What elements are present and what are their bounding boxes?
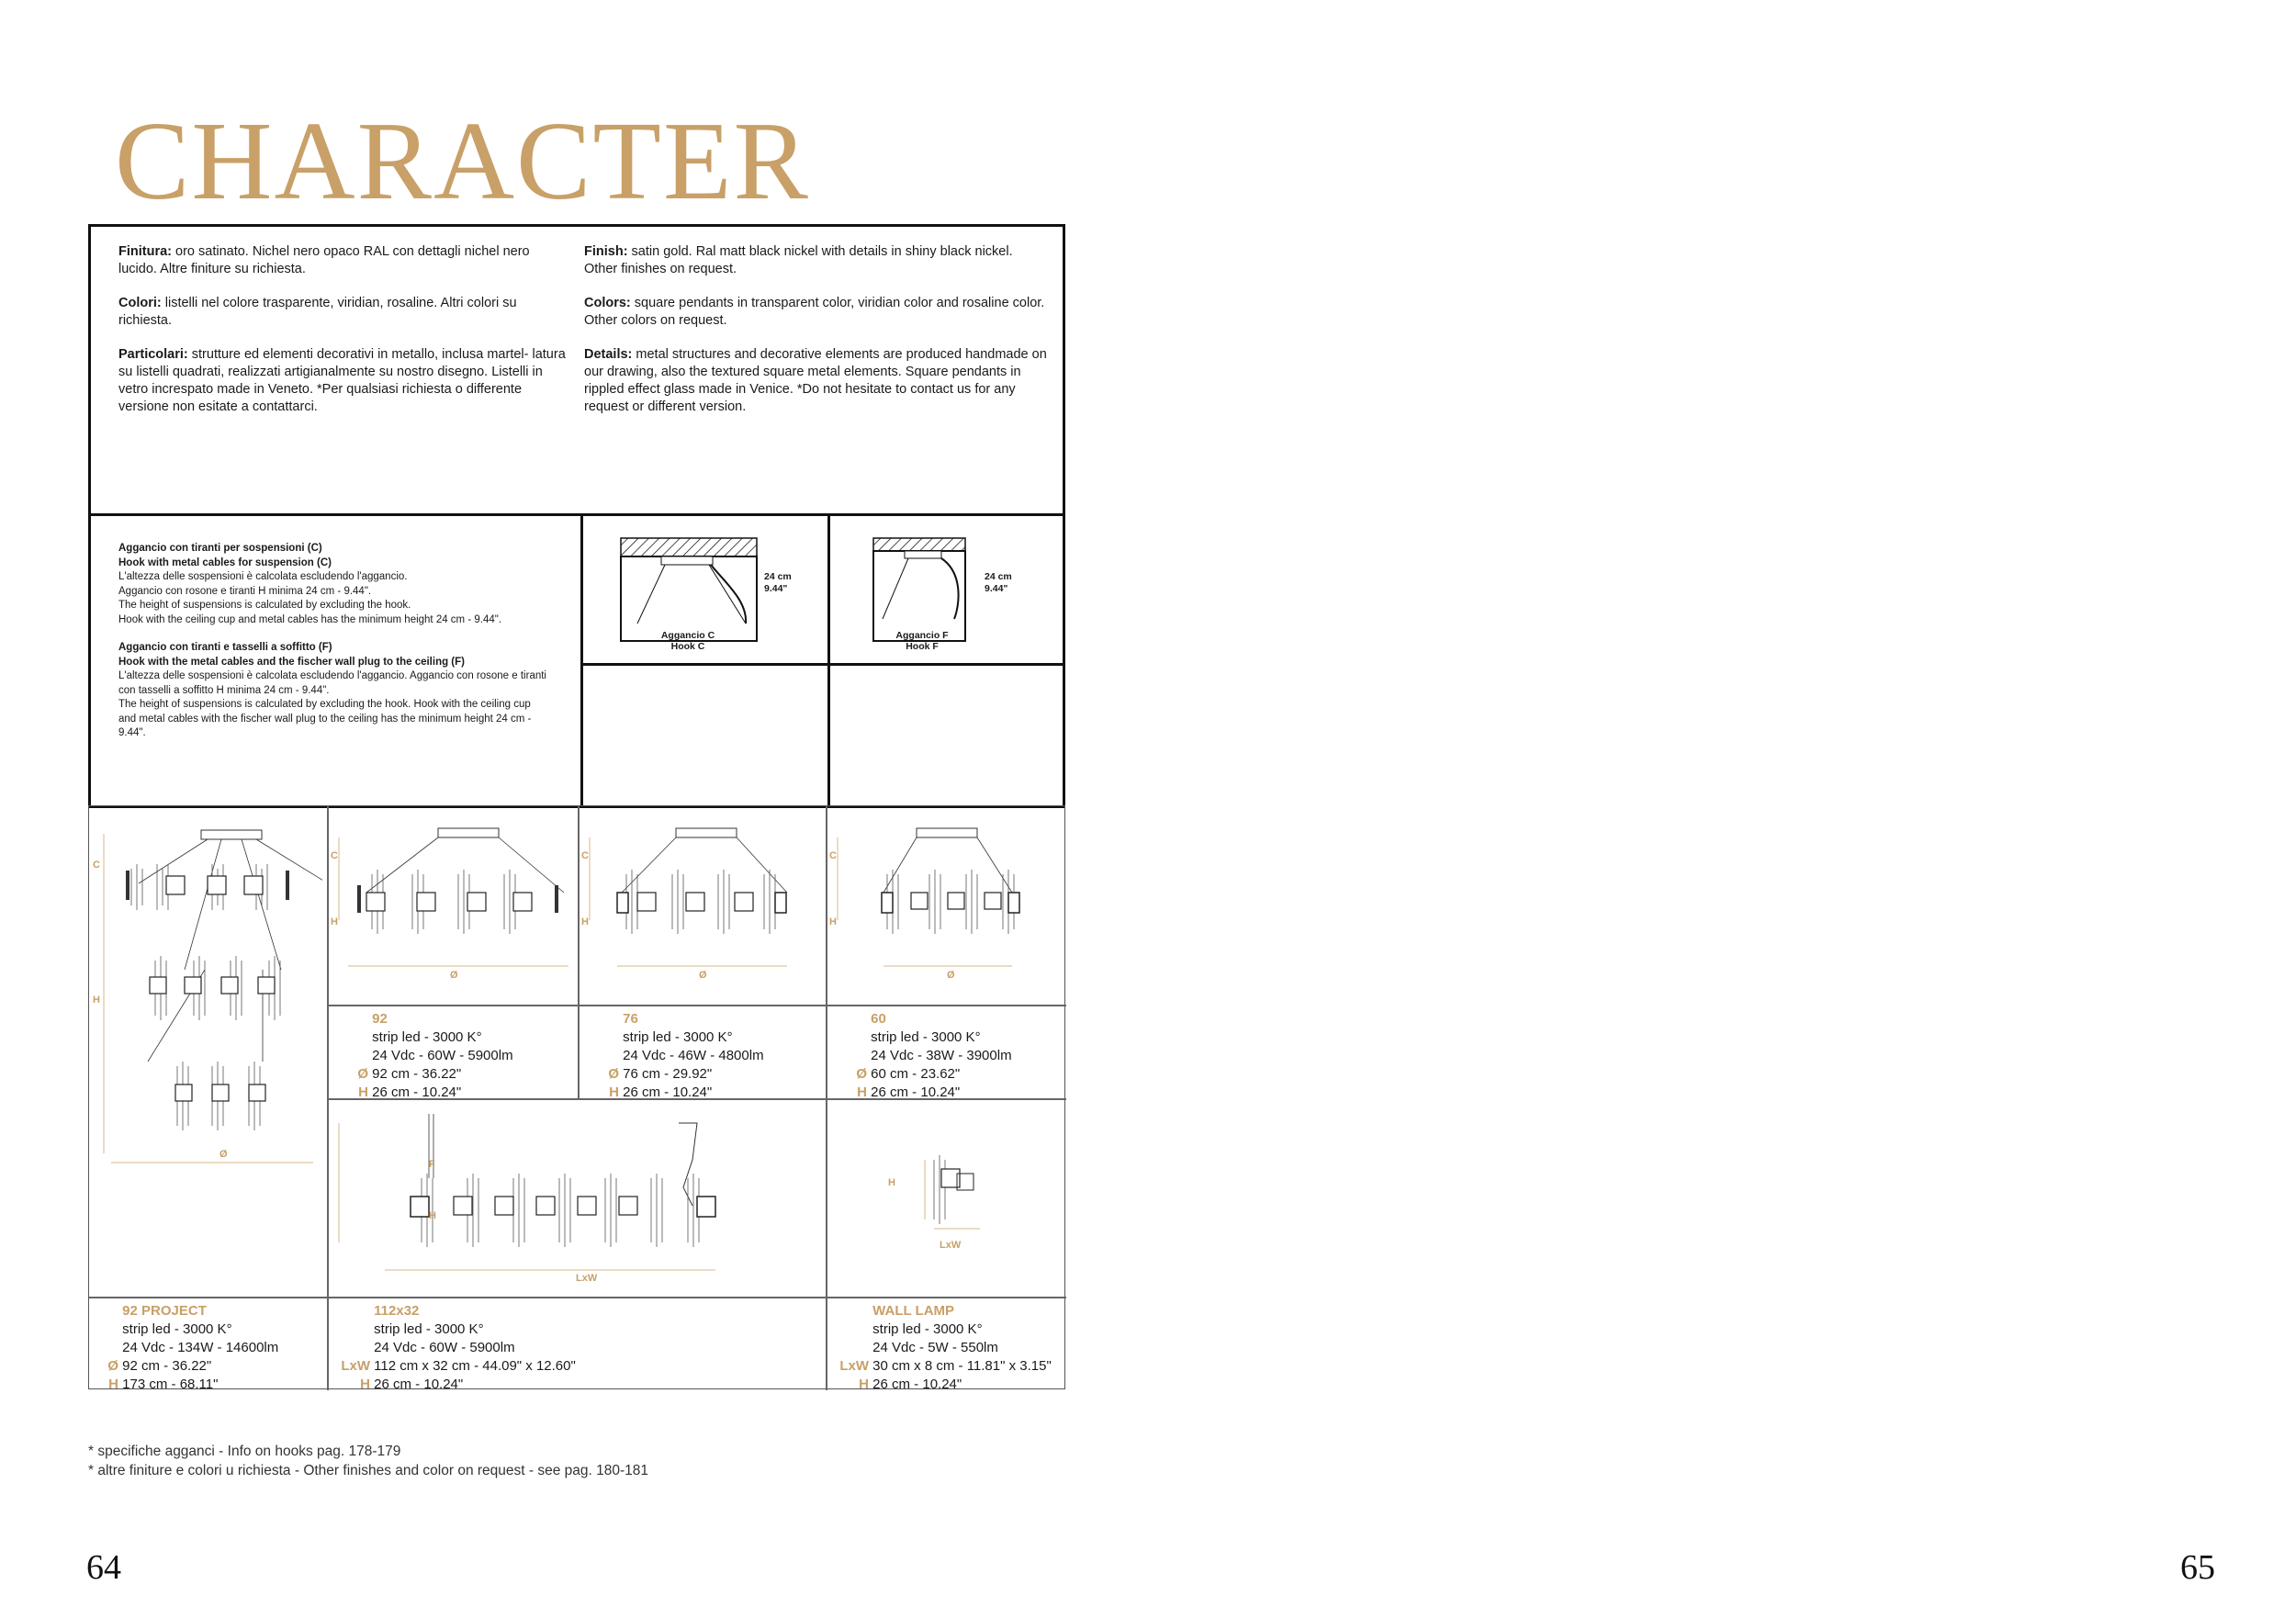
spec-wall-lamp: WALL LAMP strip led - 3000 K° 24 Vdc - 5W - 550lm LxW 30 cm x 8 cm - 11.81" x 3.15" H 26 cm - 10.24" bbox=[839, 1303, 1052, 1392]
dim-label-lxw: LxW bbox=[576, 1273, 598, 1284]
dim-label-c: C bbox=[829, 850, 837, 861]
dim-label-h: H bbox=[93, 995, 100, 1006]
page-number-left: 64 bbox=[86, 1548, 121, 1587]
hook-f-caption: Aggancio F Hook F bbox=[895, 630, 949, 652]
product-112x32-drawing bbox=[330, 1105, 824, 1293]
product-76-drawing bbox=[580, 819, 824, 994]
product-grid bbox=[88, 805, 1065, 1392]
dim-label-h: H bbox=[581, 916, 589, 927]
info-it-colors: Colori: listelli nel colore trasparente, viridian, rosaline. Altri colori su richiesta. bbox=[118, 296, 517, 328]
spec-92: 92 strip led - 3000 K° 24 Vdc - 60W - 5900lm Ø 92 cm - 36.22" H 26 cm - 10.24" bbox=[357, 1011, 513, 1100]
hook-c-title-en: Hook with metal cables for suspension (C) bbox=[118, 556, 332, 568]
hook-c-line: L'altezza delle sospensioni è calcolata escludendo l'aggancio. bbox=[118, 571, 408, 582]
hook-f-title-it: Aggancio con tiranti e tasselli a soffitto (F) bbox=[118, 642, 332, 653]
dim-label-h: H bbox=[888, 1177, 895, 1188]
finish-info-box bbox=[88, 224, 1065, 516]
product-92-project-drawing bbox=[93, 823, 322, 1190]
info-it-details: Particolari: strutture ed elementi decorativi in metallo, inclusa martel- latura su listelli quadrati, realizzati artigianalmente su nostro disegno. Listelli in vetro increspato made in Veneto. *Per qualsiasi richiesta o differente versione non esitate a contattarci. bbox=[118, 347, 566, 414]
dim-label-diam: Ø bbox=[699, 970, 707, 981]
dim-label-diam: Ø bbox=[947, 970, 955, 981]
footnote: * specifiche agganci - Info on hooks pag. 178-179 bbox=[88, 1444, 401, 1459]
page-number-right: 65 bbox=[2180, 1548, 2215, 1587]
hook-f-dim: 24 cm 9.44" bbox=[985, 571, 1012, 594]
dim-label-c: C bbox=[581, 850, 589, 861]
hook-c-title-it: Aggancio con tiranti per sospensioni (C) bbox=[118, 543, 322, 554]
spec-112x32: 112x32 strip led - 3000 K° 24 Vdc - 60W - 5900lm LxW 112 cm x 32 cm - 44.09" x 12.60" H 26 cm - 10.24" bbox=[341, 1303, 576, 1392]
hook-c-line: Hook with the ceiling cup and metal cables has the minimum height 24 cm - 9.44". bbox=[118, 613, 502, 625]
spec-76: 76 strip led - 3000 K° 24 Vdc - 46W - 4800lm Ø 76 cm - 29.92" H 26 cm - 10.24" bbox=[608, 1011, 764, 1100]
info-italian bbox=[118, 243, 568, 433]
hook-f-line: The height of suspensions is calculated by excluding the hook. Hook with the ceiling cup and metal cables with the fischer wall plug to the ceiling has the minimum height 24 cm - 9.44". bbox=[118, 699, 532, 738]
product-60-drawing bbox=[828, 819, 1065, 994]
hook-f-line: L'altezza delle sospensioni è calcolata escludendo l'aggancio. Aggancio con rosone e tiranti con tasselli a soffitto H minima 24 cm - 9.44". bbox=[118, 670, 546, 696]
dim-label-c: C bbox=[331, 850, 338, 861]
page-title: CHARACTER bbox=[115, 99, 810, 223]
hook-c-line: Aggancio con rosone e tiranti H minima 24 cm - 9.44". bbox=[118, 585, 372, 597]
spec-60: 60 strip led - 3000 K° 24 Vdc - 38W - 3900lm Ø 60 cm - 23.62" H 26 cm - 10.24" bbox=[856, 1011, 1012, 1100]
hook-description bbox=[118, 542, 550, 741]
dim-label-f: F bbox=[429, 1159, 435, 1170]
footnote: * altre finiture e colori u richiesta - Other finishes and color on request - see pag. 180-181 bbox=[88, 1463, 648, 1478]
dim-label-c: C bbox=[93, 860, 100, 871]
info-en-finish: Finish: satin gold. Ral matt black nickel with details in shiny black nickel. Other finishes on request. bbox=[584, 244, 1013, 276]
hook-c-dim: 24 cm 9.44" bbox=[764, 571, 792, 594]
product-92-drawing bbox=[330, 819, 576, 994]
info-it-finish: Finitura: oro satinato. Nichel nero opaco RAL con dettagli nichel nero lucido. Altre finiture su richiesta. bbox=[118, 244, 530, 276]
footnotes bbox=[88, 1442, 648, 1480]
product-wall-lamp-drawing bbox=[906, 1155, 998, 1247]
info-en-colors: Colors: square pendants in transparent color, viridian color and rosaline color. Other colors on request. bbox=[584, 296, 1045, 328]
hook-f-title-en: Hook with the metal cables and the fischer wall plug to the ceiling (F) bbox=[118, 656, 465, 668]
spec-92-project: 92 PROJECT strip led - 3000 K° 24 Vdc - 134W - 14600lm Ø 92 cm - 36.22" H 173 cm - 68.11" bbox=[107, 1303, 279, 1392]
hook-c-line: The height of suspensions is calculated by excluding the hook. bbox=[118, 600, 411, 611]
dim-label-h: H bbox=[331, 916, 338, 927]
info-english bbox=[584, 243, 1048, 433]
dim-label-diam: Ø bbox=[450, 970, 458, 981]
hook-info-box bbox=[88, 513, 1065, 808]
dim-label-lxw: LxW bbox=[940, 1240, 962, 1251]
hook-c-caption: Aggancio C Hook C bbox=[660, 630, 715, 652]
dim-label-diam: Ø bbox=[219, 1149, 228, 1160]
info-en-details: Details: metal structures and decorative elements are produced handmade on our drawing, also the textured square metal elements. Square pendants in rippled effect glass made in Venice. *Do not hesitate to contact us for any request or different version. bbox=[584, 347, 1047, 414]
dim-label-h: H bbox=[429, 1210, 436, 1221]
dim-label-h: H bbox=[829, 916, 837, 927]
